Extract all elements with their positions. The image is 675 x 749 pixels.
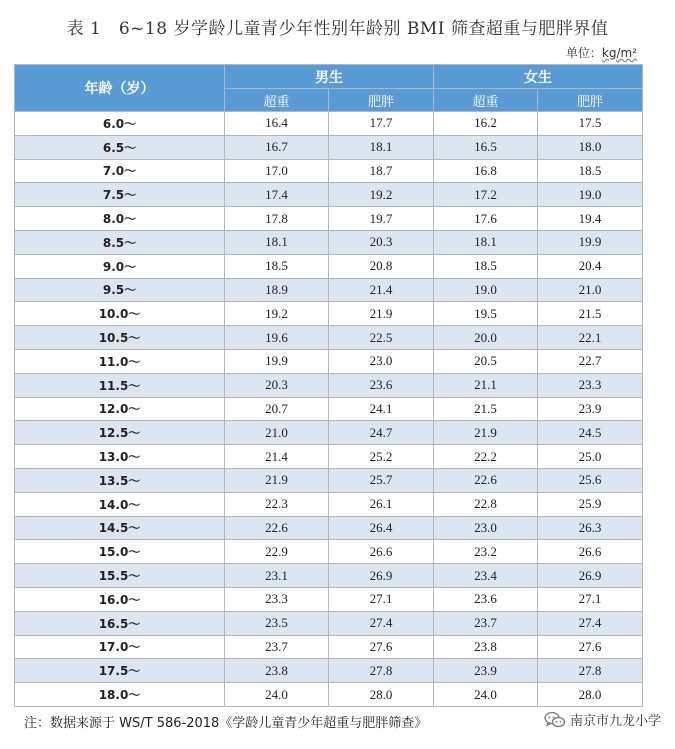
male-obese-header: 肥胖	[329, 89, 434, 112]
table-row	[15, 349, 643, 373]
male-overweight-cell: 24.0	[225, 683, 329, 707]
female-overweight-cell: 16.2	[434, 112, 538, 136]
age-cell: 13.0～	[15, 445, 225, 469]
age-cell: 9.5～	[15, 278, 225, 302]
female-overweight-cell: 21.5	[434, 397, 538, 421]
female-overweight-cell: 22.6	[434, 468, 538, 492]
male-obese-cell: 25.2	[329, 445, 434, 469]
female-obese-cell: 21.0	[538, 278, 643, 302]
age-cell: 10.0～	[15, 302, 225, 326]
male-overweight-cell: 17.0	[225, 159, 329, 183]
age-cell: 6.5～	[15, 135, 225, 159]
female-overweight-cell: 17.6	[434, 207, 538, 231]
female-obese-cell: 26.3	[538, 516, 643, 540]
male-obese-cell: 28.0	[329, 683, 434, 707]
female-overweight-cell: 21.9	[434, 421, 538, 445]
table-row	[15, 683, 643, 707]
female-group-header: 女生	[434, 65, 643, 89]
male-obese-cell: 24.1	[329, 397, 434, 421]
age-cell: 12.5～	[15, 421, 225, 445]
female-obese-cell: 25.0	[538, 445, 643, 469]
female-obese-cell: 17.5	[538, 112, 643, 136]
table-row	[15, 659, 643, 683]
table-row	[15, 254, 643, 278]
table-row	[15, 112, 643, 136]
table-row	[15, 611, 643, 635]
male-overweight-cell: 18.1	[225, 230, 329, 254]
male-group-header: 男生	[225, 65, 434, 89]
table-row	[15, 468, 643, 492]
male-obese-cell: 27.1	[329, 587, 434, 611]
female-overweight-cell: 21.1	[434, 373, 538, 397]
table-row	[15, 421, 643, 445]
male-obese-cell: 27.6	[329, 635, 434, 659]
female-obese-cell: 19.9	[538, 230, 643, 254]
age-cell: 18.0～	[15, 683, 225, 707]
age-cell: 15.5～	[15, 564, 225, 588]
female-overweight-cell: 19.0	[434, 278, 538, 302]
male-overweight-cell: 19.6	[225, 326, 329, 350]
unit-value: kg/m²	[601, 46, 637, 60]
age-cell: 12.0～	[15, 397, 225, 421]
age-cell: 14.5～	[15, 516, 225, 540]
male-obese-cell: 21.9	[329, 302, 434, 326]
wechat-icon	[544, 711, 566, 729]
female-obese-cell: 21.5	[538, 302, 643, 326]
male-obese-cell: 22.5	[329, 326, 434, 350]
male-obese-cell: 23.6	[329, 373, 434, 397]
female-overweight-cell: 23.0	[434, 516, 538, 540]
male-overweight-cell: 17.8	[225, 207, 329, 231]
female-obese-cell: 19.4	[538, 207, 643, 231]
female-obese-cell: 22.7	[538, 349, 643, 373]
bmi-table	[14, 64, 643, 707]
female-obese-cell: 23.9	[538, 397, 643, 421]
table-body	[15, 112, 643, 707]
age-column-header: 年龄（岁）	[15, 65, 225, 112]
male-overweight-cell: 23.5	[225, 611, 329, 635]
male-obese-cell: 24.7	[329, 421, 434, 445]
table-title: 表 1 6~18 岁学龄儿童青少年性别年龄别 BMI 筛查超重与肥胖界值	[66, 19, 609, 39]
male-overweight-cell: 20.7	[225, 397, 329, 421]
table-row	[15, 635, 643, 659]
female-obese-header: 肥胖	[538, 89, 643, 112]
female-overweight-cell: 16.5	[434, 135, 538, 159]
female-obese-cell: 22.1	[538, 326, 643, 350]
age-cell: 7.0～	[15, 159, 225, 183]
female-obese-cell: 20.4	[538, 254, 643, 278]
female-overweight-cell: 23.4	[434, 564, 538, 588]
male-obese-cell: 18.1	[329, 135, 434, 159]
male-obese-cell: 18.7	[329, 159, 434, 183]
female-overweight-header: 超重	[434, 89, 538, 112]
age-cell: 8.0～	[15, 207, 225, 231]
age-cell: 17.0～	[15, 635, 225, 659]
age-cell: 14.0～	[15, 492, 225, 516]
table-row	[15, 445, 643, 469]
male-obese-cell: 19.7	[329, 207, 434, 231]
female-overweight-cell: 24.0	[434, 683, 538, 707]
female-overweight-cell: 23.2	[434, 540, 538, 564]
age-cell: 16.0～	[15, 587, 225, 611]
female-overweight-cell: 22.2	[434, 445, 538, 469]
female-overweight-cell: 16.8	[434, 159, 538, 183]
age-cell: 8.5～	[15, 230, 225, 254]
unit-prefix: 单位：	[565, 46, 602, 60]
female-obese-cell: 26.6	[538, 540, 643, 564]
male-overweight-cell: 22.3	[225, 492, 329, 516]
male-overweight-cell: 17.4	[225, 183, 329, 207]
table-row	[15, 326, 643, 350]
male-overweight-cell: 18.9	[225, 278, 329, 302]
female-obese-cell: 18.5	[538, 159, 643, 183]
age-cell: 16.5～	[15, 611, 225, 635]
male-overweight-cell: 16.7	[225, 135, 329, 159]
male-overweight-cell: 20.3	[225, 373, 329, 397]
age-cell: 6.0～	[15, 112, 225, 136]
male-overweight-cell: 16.4	[225, 112, 329, 136]
female-overweight-cell: 19.5	[434, 302, 538, 326]
male-overweight-cell: 19.2	[225, 302, 329, 326]
age-cell: 7.5～	[15, 183, 225, 207]
male-overweight-cell: 21.4	[225, 445, 329, 469]
male-obese-cell: 20.3	[329, 230, 434, 254]
female-overweight-cell: 23.7	[434, 611, 538, 635]
female-overweight-cell: 23.6	[434, 587, 538, 611]
age-cell: 9.0～	[15, 254, 225, 278]
female-overweight-cell: 20.5	[434, 349, 538, 373]
table-row	[15, 564, 643, 588]
male-overweight-cell: 18.5	[225, 254, 329, 278]
male-overweight-cell: 23.1	[225, 564, 329, 588]
female-obese-cell: 23.3	[538, 373, 643, 397]
female-obese-cell: 27.6	[538, 635, 643, 659]
male-obese-cell: 27.8	[329, 659, 434, 683]
age-cell: 10.5～	[15, 326, 225, 350]
table-row	[15, 135, 643, 159]
table-row	[15, 492, 643, 516]
female-overweight-cell: 18.1	[434, 230, 538, 254]
female-overweight-cell: 22.8	[434, 492, 538, 516]
female-obese-cell: 28.0	[538, 683, 643, 707]
male-overweight-cell: 19.9	[225, 349, 329, 373]
table-row	[15, 373, 643, 397]
male-obese-cell: 26.4	[329, 516, 434, 540]
male-overweight-cell: 21.9	[225, 468, 329, 492]
female-obese-cell: 27.1	[538, 587, 643, 611]
male-obese-cell: 27.4	[329, 611, 434, 635]
male-overweight-cell: 23.7	[225, 635, 329, 659]
female-obese-cell: 27.8	[538, 659, 643, 683]
female-obese-cell: 19.0	[538, 183, 643, 207]
male-obese-cell: 23.0	[329, 349, 434, 373]
female-obese-cell: 27.4	[538, 611, 643, 635]
male-overweight-cell: 22.9	[225, 540, 329, 564]
table-row	[15, 230, 643, 254]
male-obese-cell: 19.2	[329, 183, 434, 207]
unit-label	[566, 44, 637, 61]
brand-watermark	[544, 710, 661, 729]
female-overweight-cell: 18.5	[434, 254, 538, 278]
male-obese-cell: 26.6	[329, 540, 434, 564]
brand-name: 南京市九龙小学	[569, 714, 661, 729]
table-row	[15, 587, 643, 611]
female-obese-cell: 25.6	[538, 468, 643, 492]
table-row	[15, 183, 643, 207]
table-row	[15, 516, 643, 540]
table-row	[15, 278, 643, 302]
male-obese-cell: 26.9	[329, 564, 434, 588]
table-row	[15, 397, 643, 421]
male-overweight-cell: 23.8	[225, 659, 329, 683]
female-overweight-cell: 23.8	[434, 635, 538, 659]
table-row	[15, 540, 643, 564]
male-obese-cell: 20.8	[329, 254, 434, 278]
age-cell: 11.0～	[15, 349, 225, 373]
female-obese-cell: 24.5	[538, 421, 643, 445]
male-obese-cell: 25.7	[329, 468, 434, 492]
female-obese-cell: 18.0	[538, 135, 643, 159]
male-obese-cell: 26.1	[329, 492, 434, 516]
male-overweight-cell: 21.0	[225, 421, 329, 445]
female-overweight-cell: 20.0	[434, 326, 538, 350]
source-note: 注：数据来源于 WS/T 586-2018《学龄儿童青少年超重与肥胖筛查》	[24, 716, 428, 731]
female-overweight-cell: 17.2	[434, 183, 538, 207]
male-overweight-cell: 22.6	[225, 516, 329, 540]
table-row	[15, 159, 643, 183]
male-overweight-cell: 23.3	[225, 587, 329, 611]
male-overweight-header: 超重	[225, 89, 329, 112]
male-obese-cell: 17.7	[329, 112, 434, 136]
age-cell: 15.0～	[15, 540, 225, 564]
female-obese-cell: 26.9	[538, 564, 643, 588]
age-cell: 17.5～	[15, 659, 225, 683]
female-obese-cell: 25.9	[538, 492, 643, 516]
female-overweight-cell: 23.9	[434, 659, 538, 683]
table-row	[15, 302, 643, 326]
table-row	[15, 207, 643, 231]
age-cell: 13.5～	[15, 468, 225, 492]
male-obese-cell: 21.4	[329, 278, 434, 302]
age-cell: 11.5～	[15, 373, 225, 397]
